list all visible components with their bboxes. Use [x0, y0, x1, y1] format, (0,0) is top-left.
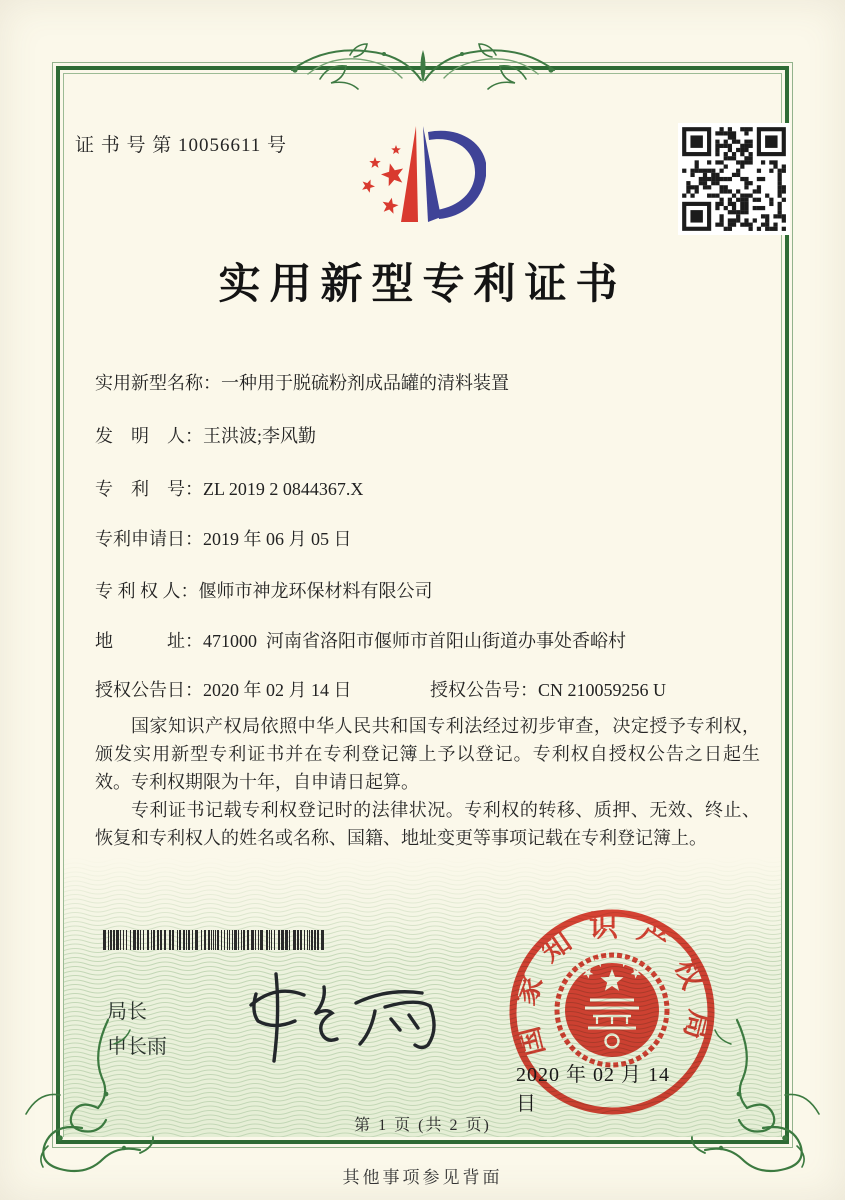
- signer-name-label: 申长雨: [107, 1036, 167, 1058]
- certificate-number: 证 书 号 第 10056611 号: [75, 135, 288, 156]
- signer-role-label: 局长: [107, 1001, 147, 1023]
- field-value: 一种用于脱硫粉剂成品罐的清料装置: [221, 373, 509, 393]
- field-row-patent-number: [95, 475, 760, 501]
- handwritten-signature: [232, 962, 467, 1074]
- field-label: 发 明 人：: [95, 426, 203, 446]
- logo-star: [391, 145, 401, 154]
- field-row-grant-number: [430, 676, 760, 702]
- field-value: 2020 年 02 月 14 日: [203, 680, 352, 700]
- certificate-title: 实用新型专利证书: [218, 262, 627, 308]
- seal-ring-text: 国家知识产权局: [508, 911, 716, 1060]
- body-paragraph: 专利证书记载专利权登记时的法律状况。专利权的转移、质押、无效、终止、恢复和专利权人的姓名或名称、国籍、地址变更等事项记载在专利登记簿上。: [95, 800, 760, 848]
- field-label: 专 利 号：: [95, 479, 203, 499]
- logo-star: [362, 180, 375, 193]
- field-label: 实用新型名称：: [95, 373, 221, 393]
- back-side-note: 其他事项参见背面: [342, 1168, 503, 1187]
- field-label: 专 利 权 人：: [95, 581, 199, 601]
- field-value: CN 210059256 U: [538, 680, 667, 700]
- seal-national-emblem: [557, 955, 667, 1065]
- field-value: 偃师市神龙环保材料有限公司: [198, 581, 433, 601]
- field-value: 471000 河南省洛阳市偃师市首阳山街道办事处香峪村: [203, 631, 626, 651]
- logo-red-wedge: [401, 126, 418, 222]
- field-value: 2019 年 06 月 05 日: [203, 529, 352, 549]
- field-row-patentee: [95, 577, 760, 603]
- cnipa-logo-icon: [328, 118, 486, 238]
- qr-code: [678, 123, 790, 235]
- field-label: 授权公告号：: [430, 680, 538, 700]
- field-row-inventor: [95, 422, 760, 448]
- field-row-filing-date: [95, 525, 760, 551]
- barcode: [103, 930, 324, 950]
- top-vine-ornament: [288, 38, 558, 90]
- corner-ornament-right: [690, 1016, 825, 1176]
- field-row-address: [95, 627, 760, 653]
- field-value: ZL 2019 2 0844367.X: [203, 479, 364, 499]
- field-row-name: [95, 369, 760, 395]
- logo-blue-wedge: [423, 126, 441, 222]
- seal-date: 2020 年 02 月 14 日: [516, 1064, 670, 1115]
- field-label: 授权公告日：: [95, 680, 203, 700]
- logo-star: [369, 157, 380, 168]
- field-label: 地 址：: [95, 631, 203, 651]
- logo-star: [383, 198, 399, 214]
- logo-star: [381, 163, 403, 186]
- corner-ornament-left: [20, 1016, 155, 1176]
- body-paragraph: 国家知识产权局依照中华人民共和国专利法经过初步审查，决定授予专利权，颁发实用新型专利证书并在专利登记簿上予以登记。专利权自授权公告之日起生效。专利权期限为十年，自申请日起算。: [95, 716, 760, 792]
- field-value: 王洪波;李风勤: [203, 426, 317, 446]
- field-label: 专利申请日：: [95, 529, 203, 549]
- page-number: 第 1 页 (共 2 页): [354, 1117, 491, 1134]
- legal-text: [95, 712, 760, 852]
